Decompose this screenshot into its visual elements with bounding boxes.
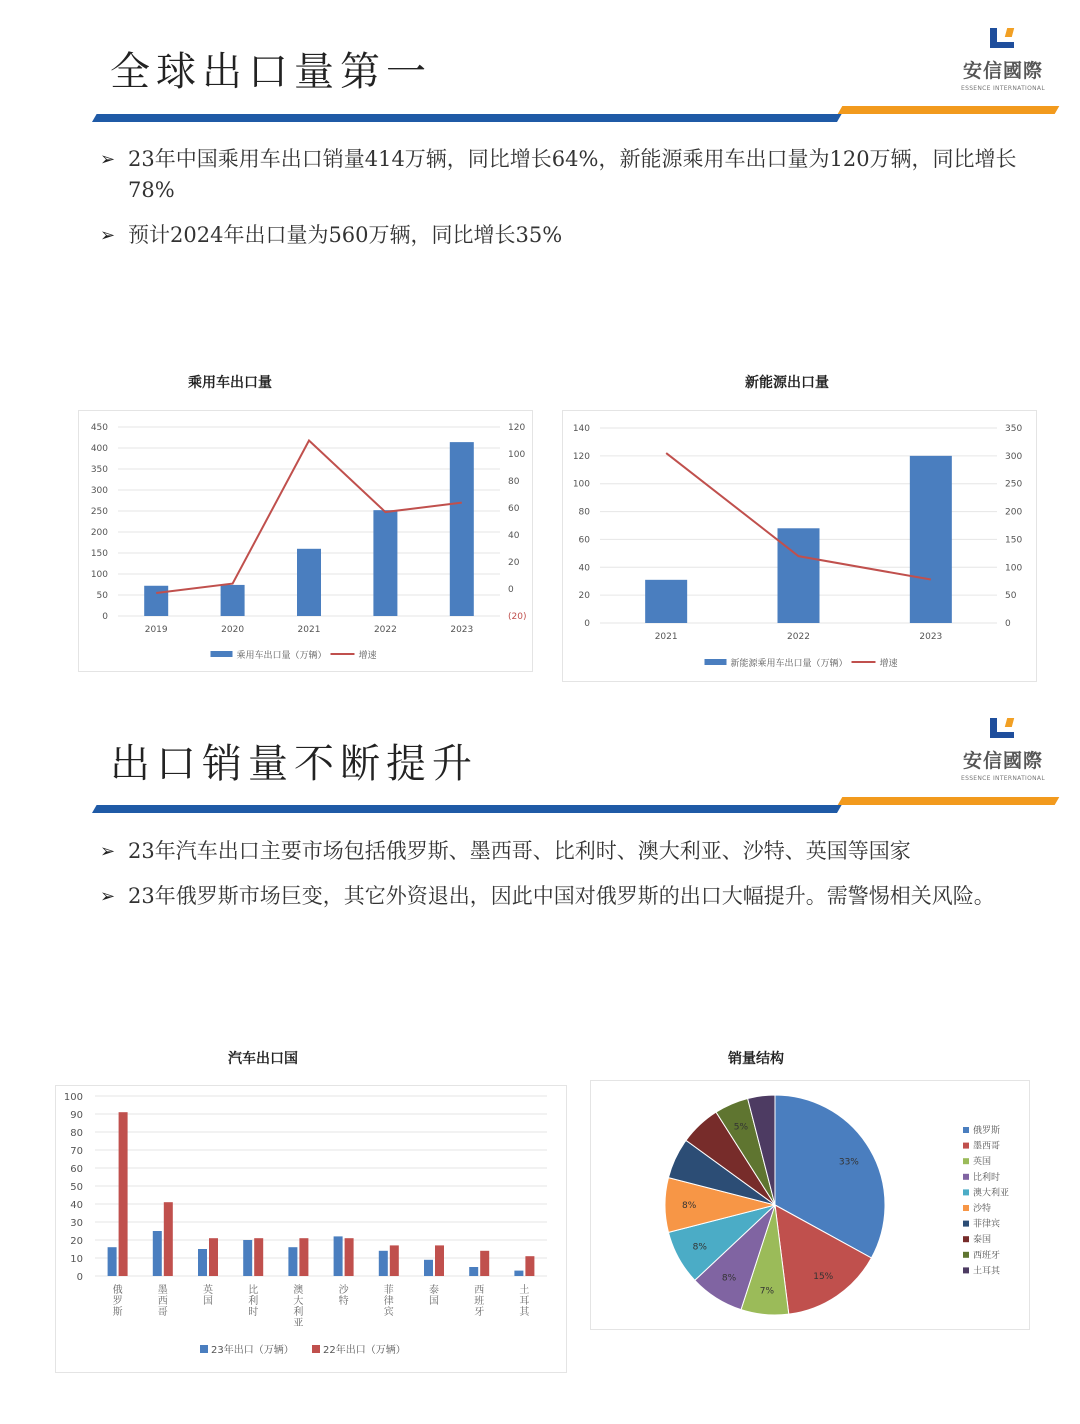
x-tick-label: 2019 <box>144 625 168 635</box>
chart-title: 乘用车出口量 <box>188 375 272 391</box>
legend-swatch <box>963 1189 969 1195</box>
legend-swatch <box>963 1174 969 1180</box>
legend-swatch <box>963 1252 969 1258</box>
y-tick-label: 40 <box>70 1200 83 1211</box>
y-tick-label: 60 <box>578 535 590 546</box>
pie-data-label: 8% <box>682 1201 697 1211</box>
y-tick-label: 30 <box>70 1218 83 1229</box>
x-tick-label: 英国 <box>203 1285 213 1307</box>
y2-tick-label: 100 <box>508 450 526 460</box>
bar <box>373 510 397 616</box>
y2-tick-label: 50 <box>1005 591 1017 602</box>
legend-label: 英国 <box>973 1157 992 1168</box>
bar <box>144 586 168 616</box>
bar-2023 <box>243 1240 252 1276</box>
bar-2023 <box>153 1231 162 1276</box>
legend-label: 增速 <box>358 651 377 661</box>
pie-data-label: 7% <box>759 1286 775 1297</box>
chart-title: 汽车出口国 <box>228 1051 298 1067</box>
x-tick-label: 泰国 <box>429 1285 439 1307</box>
export-country-chart <box>55 1085 567 1373</box>
y-tick-label: 10 <box>70 1254 83 1265</box>
y-tick-label: 0 <box>102 612 108 622</box>
legend-label: 乘用车出口量（万辆） <box>236 651 327 661</box>
pie-data-label: 8% <box>721 1273 737 1284</box>
bar-2023 <box>334 1236 343 1276</box>
y2-tick-label: 100 <box>1005 563 1023 574</box>
legend-label: 沙特 <box>973 1204 992 1214</box>
slide-title: 全球出口量第一 <box>110 49 432 95</box>
legend-label: 菲律宾 <box>973 1219 1001 1230</box>
y2-tick-label: 0 <box>1005 619 1011 629</box>
bar <box>297 549 321 616</box>
y2-tick-label: 40 <box>508 531 520 541</box>
bullet-item: ➢ 预计2024年出口量为560万辆，同比增长35% <box>100 220 1020 251</box>
x-tick-label: 西班牙 <box>474 1285 485 1318</box>
legend-label: 23年出口（万辆） <box>211 1345 294 1356</box>
y-tick-label: 350 <box>90 465 108 475</box>
y-tick-label: 0 <box>76 1272 83 1283</box>
logo-mark-icon <box>988 718 1018 740</box>
x-tick-label: 2023 <box>450 625 474 635</box>
y-tick-label: 100 <box>63 1092 83 1103</box>
legend-label: 墨西哥 <box>973 1141 1001 1152</box>
y-tick-label: 120 <box>572 451 590 462</box>
x-tick-label: 2022 <box>373 625 397 635</box>
y2-tick-label: 20 <box>508 558 520 568</box>
y-tick-label: 80 <box>70 1128 83 1139</box>
y-tick-label: 450 <box>90 423 108 433</box>
legend-swatch <box>963 1236 969 1242</box>
pie-data-label: 15% <box>813 1271 834 1282</box>
bar-2022 <box>525 1256 534 1276</box>
pie-data-label: 8% <box>692 1242 707 1253</box>
bar-2023 <box>469 1267 478 1276</box>
x-tick-label: 2020 <box>221 625 245 635</box>
arrow-bullet-icon: ➢ <box>100 149 116 170</box>
y2-tick-label: 0 <box>508 585 514 595</box>
y-tick-label: 50 <box>70 1182 83 1193</box>
bullet-list <box>100 836 1020 926</box>
bar <box>450 442 474 616</box>
x-tick-label: 墨西哥 <box>157 1285 168 1318</box>
x-tick-label: 菲律宾 <box>383 1285 394 1318</box>
legend-label: 澳大利亚 <box>973 1188 1010 1199</box>
bullet-item: ➢ 23年汽车出口主要市场包括俄罗斯、墨西哥、比利时、澳大利亚、沙特、英国等国家 <box>100 836 1020 867</box>
legend-swatch <box>963 1158 969 1164</box>
header-divider <box>92 803 1057 813</box>
legend-label: 比利时 <box>973 1172 1001 1183</box>
y-tick-label: 150 <box>90 549 108 559</box>
y-tick-label: 300 <box>90 486 108 496</box>
x-tick-label: 俄罗斯 <box>112 1285 123 1318</box>
y2-tick-label: (20) <box>508 612 527 622</box>
bar-2022 <box>480 1251 489 1276</box>
logo-text-cn: 安信國際 <box>962 750 1043 772</box>
bar-2023 <box>198 1249 207 1276</box>
y-tick-label: 100 <box>572 479 590 490</box>
y-tick-label: 40 <box>578 563 590 574</box>
x-tick-label: 比利时 <box>248 1285 259 1318</box>
y2-tick-label: 200 <box>1005 507 1023 518</box>
bullet-list <box>100 144 1020 265</box>
y-tick-label: 60 <box>70 1164 83 1175</box>
legend-label: 新能源乘用车出口量（万辆） <box>730 659 848 669</box>
chart-title: 新能源出口量 <box>745 375 829 391</box>
logo-mark-icon <box>988 28 1018 50</box>
passenger-export-chart <box>78 410 533 672</box>
y2-tick-label: 80 <box>508 477 520 487</box>
chart-frame <box>56 1086 567 1373</box>
y-tick-label: 50 <box>96 591 108 601</box>
pie-data-label: 33% <box>838 1157 859 1168</box>
slide-title: 出口销量不断提升 <box>110 741 478 787</box>
x-tick-label: 土耳其 <box>519 1285 530 1318</box>
nev-export-chart <box>562 410 1037 682</box>
header-divider <box>92 112 1057 122</box>
legend-label: 22年出口（万辆） <box>323 1345 406 1356</box>
logo-text-en: ESSENCE INTERNATIONAL <box>961 775 1045 782</box>
legend-label: 俄罗斯 <box>973 1126 1001 1136</box>
slide-2 <box>0 700 1080 1424</box>
bar-2023 <box>379 1251 388 1276</box>
bar <box>778 528 820 623</box>
y2-tick-label: 300 <box>1005 451 1023 462</box>
bullet-item: ➢ 23年俄罗斯市场巨变，其它外资退出，因此中国对俄罗斯的出口大幅提升。需警惕相关风险。 <box>100 881 1020 912</box>
y-tick-label: 250 <box>90 507 108 517</box>
bar-2022 <box>119 1112 128 1276</box>
legend-swatch <box>705 659 727 665</box>
legend-swatch <box>211 651 233 657</box>
sales-structure-pie <box>590 1080 1030 1330</box>
legend-swatch <box>963 1221 969 1227</box>
bar-2022 <box>390 1245 399 1276</box>
arrow-bullet-icon: ➢ <box>100 841 116 862</box>
legend-label: 泰国 <box>973 1235 992 1246</box>
y-tick-label: 140 <box>572 424 590 434</box>
bar-2022 <box>299 1238 308 1276</box>
x-tick-label: 2022 <box>787 632 810 642</box>
arrow-bullet-icon: ➢ <box>100 886 116 907</box>
x-tick-label: 沙特 <box>338 1285 349 1307</box>
chart-title: 销量结构 <box>728 1051 784 1067</box>
y-tick-label: 400 <box>90 444 108 454</box>
y-tick-label: 90 <box>70 1110 83 1121</box>
y-tick-label: 20 <box>578 591 590 602</box>
y2-tick-label: 150 <box>1005 535 1023 546</box>
bar-2022 <box>254 1238 263 1276</box>
bar-2023 <box>424 1260 433 1276</box>
y2-tick-label: 120 <box>508 423 526 433</box>
legend-label: 增速 <box>879 659 898 669</box>
logo-text-en: ESSENCE INTERNATIONAL <box>961 85 1045 92</box>
x-tick-label: 2021 <box>297 625 321 635</box>
bullet-item: ➢ 23年中国乘用车出口销量414万辆，同比增长64%，新能源乘用车出口量为120万辆，同比增长78% <box>100 144 1020 206</box>
y-tick-label: 70 <box>70 1146 83 1157</box>
y2-tick-label: 250 <box>1005 479 1023 490</box>
legend-swatch <box>312 1345 320 1353</box>
legend-label: 土耳其 <box>973 1266 1001 1277</box>
y-tick-label: 20 <box>70 1236 83 1247</box>
arrow-bullet-icon: ➢ <box>100 225 116 246</box>
slide-1 <box>0 0 1080 700</box>
bar-2022 <box>164 1202 173 1276</box>
x-tick-label: 2023 <box>919 632 943 642</box>
bar <box>221 585 245 616</box>
bar-2022 <box>345 1238 354 1276</box>
bar-2022 <box>435 1245 444 1276</box>
y-tick-label: 100 <box>90 570 108 580</box>
bar <box>910 456 952 623</box>
y2-tick-label: 60 <box>508 504 520 514</box>
y-tick-label: 200 <box>90 528 108 538</box>
pie-data-label: 5% <box>733 1122 749 1133</box>
bar-2022 <box>209 1238 218 1276</box>
legend-swatch <box>963 1205 969 1211</box>
bar-2023 <box>108 1247 117 1276</box>
legend-swatch <box>963 1267 969 1273</box>
bar-2023 <box>288 1247 297 1276</box>
company-logo <box>958 28 1048 92</box>
y2-tick-label: 350 <box>1005 424 1023 434</box>
bar <box>645 580 687 623</box>
x-tick-label: 2021 <box>654 632 678 642</box>
legend-swatch <box>963 1143 969 1149</box>
legend-swatch <box>963 1127 969 1133</box>
x-tick-label: 澳大利亚 <box>293 1285 304 1329</box>
legend-swatch <box>200 1345 208 1353</box>
y-tick-label: 80 <box>578 507 590 518</box>
logo-text-cn: 安信國際 <box>962 60 1043 82</box>
bar-2023 <box>514 1271 523 1276</box>
y-tick-label: 0 <box>584 619 590 629</box>
legend-label: 西班牙 <box>973 1250 1001 1261</box>
company-logo <box>958 718 1048 782</box>
